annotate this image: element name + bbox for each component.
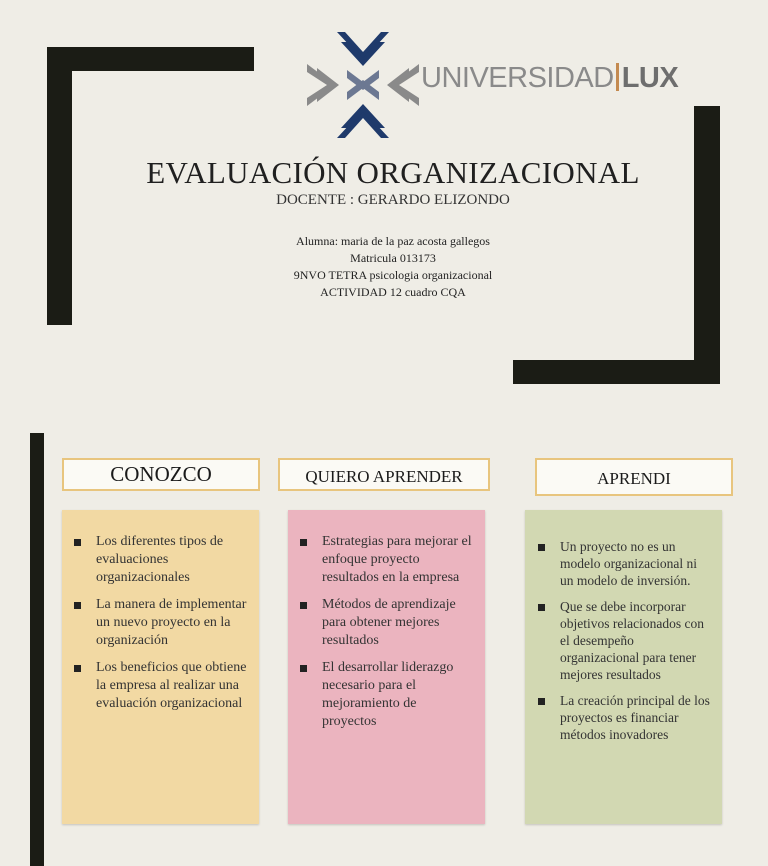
logo-text-brand: LUX — [621, 62, 679, 94]
left-accent-bar — [30, 433, 44, 866]
frame-bar-top-left-horizontal — [47, 47, 254, 71]
card-conozco — [62, 510, 259, 824]
logo-separator — [616, 63, 619, 91]
bullet-icon — [538, 698, 545, 705]
bullet-icon — [74, 539, 81, 546]
conozco-list — [74, 533, 247, 713]
bullet-icon — [538, 604, 545, 611]
bullet-icon — [74, 602, 81, 609]
student-info — [0, 233, 768, 301]
university-logo-icon — [303, 30, 423, 140]
list-item: Un proyecto no es un modelo organizacional ni un modelo de inversión. — [538, 538, 712, 589]
list-item: La manera de implementar un nuevo proyecto en la organización — [74, 596, 247, 650]
list-item: El desarrollar liderazgo necesario para el mejoramiento de proyectos — [300, 659, 473, 731]
bullet-icon — [74, 665, 81, 672]
bullet-icon — [300, 602, 307, 609]
list-item: Estrategias para mejorar el enfoque proyecto resultados en la empresa — [300, 533, 473, 587]
list-item: Métodos de aprendizaje para obtener mejores resultados — [300, 596, 473, 650]
student-enrollment: Matricula 013173 — [350, 251, 436, 265]
header-quiero-aprender — [278, 458, 490, 491]
bullet-icon — [538, 544, 545, 551]
page-subtitle: DOCENTE : GERARDO ELIZONDO — [276, 192, 510, 208]
student-program: 9NVO TETRA psicologia organizacional — [293, 268, 493, 282]
bullet-icon — [300, 665, 307, 672]
logo-text-main: UNIVERSIDAD — [421, 62, 614, 94]
header-quiero-aprender-label: QUIERO APRENDER — [305, 467, 463, 486]
card-quiero-aprender — [288, 510, 485, 824]
list-item: Los diferentes tipos de evaluaciones organizacionales — [74, 533, 247, 587]
quiero-aprender-list — [300, 533, 473, 731]
frame-bar-bottom-right-horizontal — [513, 360, 720, 384]
header-aprendi — [535, 458, 733, 496]
header-aprendi-label: APRENDI — [597, 469, 671, 488]
page-title: EVALUACIÓN ORGANIZACIONAL — [146, 155, 640, 190]
student-name: Alumna: maria de la paz acosta gallegos — [296, 234, 490, 248]
aprendi-list — [538, 538, 712, 743]
activity-name: ACTIVIDAD 12 cuadro CQA — [320, 285, 466, 299]
bullet-icon — [300, 539, 307, 546]
list-item: La creación principal de los proyectos es financiar métodos inovadores — [538, 692, 712, 743]
logo-wordmark — [421, 62, 678, 95]
list-item: Que se debe incorporar objetivos relacionados con el desempeño organizacional para tener mejores resultados — [538, 598, 712, 683]
header-conozco-label: CONOZCO — [110, 462, 212, 486]
list-item: Los beneficios que obtiene la empresa al realizar una evaluación organizacional — [74, 659, 247, 713]
card-aprendi — [525, 510, 722, 824]
header-conozco — [62, 458, 260, 491]
